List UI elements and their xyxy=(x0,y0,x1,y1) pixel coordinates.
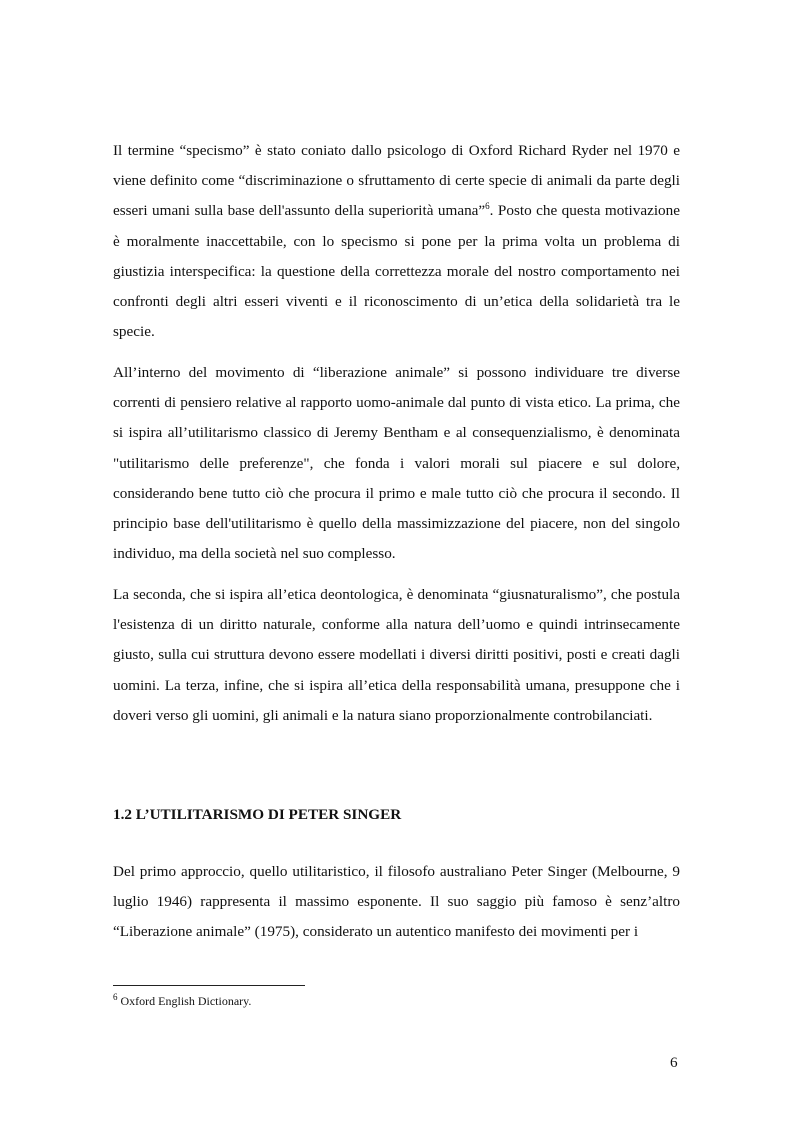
footnote-text: Oxford English Dictionary. xyxy=(117,994,252,1008)
paragraph-giusnaturalismo: La seconda, che si ispira all’etica deontologica, è denominata “giusnaturalismo”, che postula l'esistenza di un diritto naturale, conforme alla natura dell’uomo e quindi intrinsecamente giusto, sulla cui struttura devono essere modellati i diversi diritti positivi, posti e creati dagli uomini. La terza, infine, che si ispira all’etica della responsabilità umana, presuppone che i doveri verso gli uomini, gli animali e la natura siano proporzionalmente controbilanciati. xyxy=(113,586,680,724)
paragraph-text: . Posto che questa motivazione è moralmente inaccettabile, con lo specismo si pone per la prima volta un problema di giustizia interspecifica: la questione della correttezza morale del nostro comportamento nei confronti degli altri esseri viventi e il riconoscimento di un’etica della solidarietà tra le specie. xyxy=(113,202,680,341)
footnote-divider xyxy=(113,985,305,986)
paragraph-liberazione-animale: All’interno del movimento di “liberazione animale” si possono individuare tre diverse correnti di pensiero relative al rapporto uomo-animale dal punto di vista etico. La prima, che si ispira all’utilitarismo classico di Jeremy Bentham e al consequenzialismo, è denominata "utilitarismo delle preferenze", che fonda i valori morali sul piacere e sul dolore, considerando bene tutto ciò che procura il primo e male tutto ciò che procura il secondo. Il principio base dell'utilitarismo è quello della massimizzazione del piacere, non del singolo individuo, ma della società nel suo complesso. xyxy=(113,364,680,563)
paragraph-text: Il termine “specismo” è stato coniato dallo psicologo di Oxford Richard Ryder nel 1970 e viene definito come “discriminazione o sfruttamento di certe specie di animali da parte degli esseri umani sulla base dell'assunto della superiorità umana” xyxy=(113,142,680,220)
paragraph-peter-singer: Del primo approccio, quello utilitaristico, il filosofo australiano Peter Singer (Melbourne, 9 luglio 1946) rappresenta il massimo esponente. Il suo saggio più famoso è senz’altro “Liberazione animale” (1975), considerato un autentico manifesto dei movimenti per i xyxy=(113,863,680,941)
page-number: 6 xyxy=(670,1054,678,1071)
footnote xyxy=(113,993,251,1009)
footnote-number: 6 xyxy=(113,992,118,1002)
paragraph-specismo xyxy=(113,136,680,347)
footnote-reference[interactable]: 6 xyxy=(485,201,490,212)
section-heading: 1.2 L’UTILITARISMO DI PETER SINGER xyxy=(113,806,402,823)
